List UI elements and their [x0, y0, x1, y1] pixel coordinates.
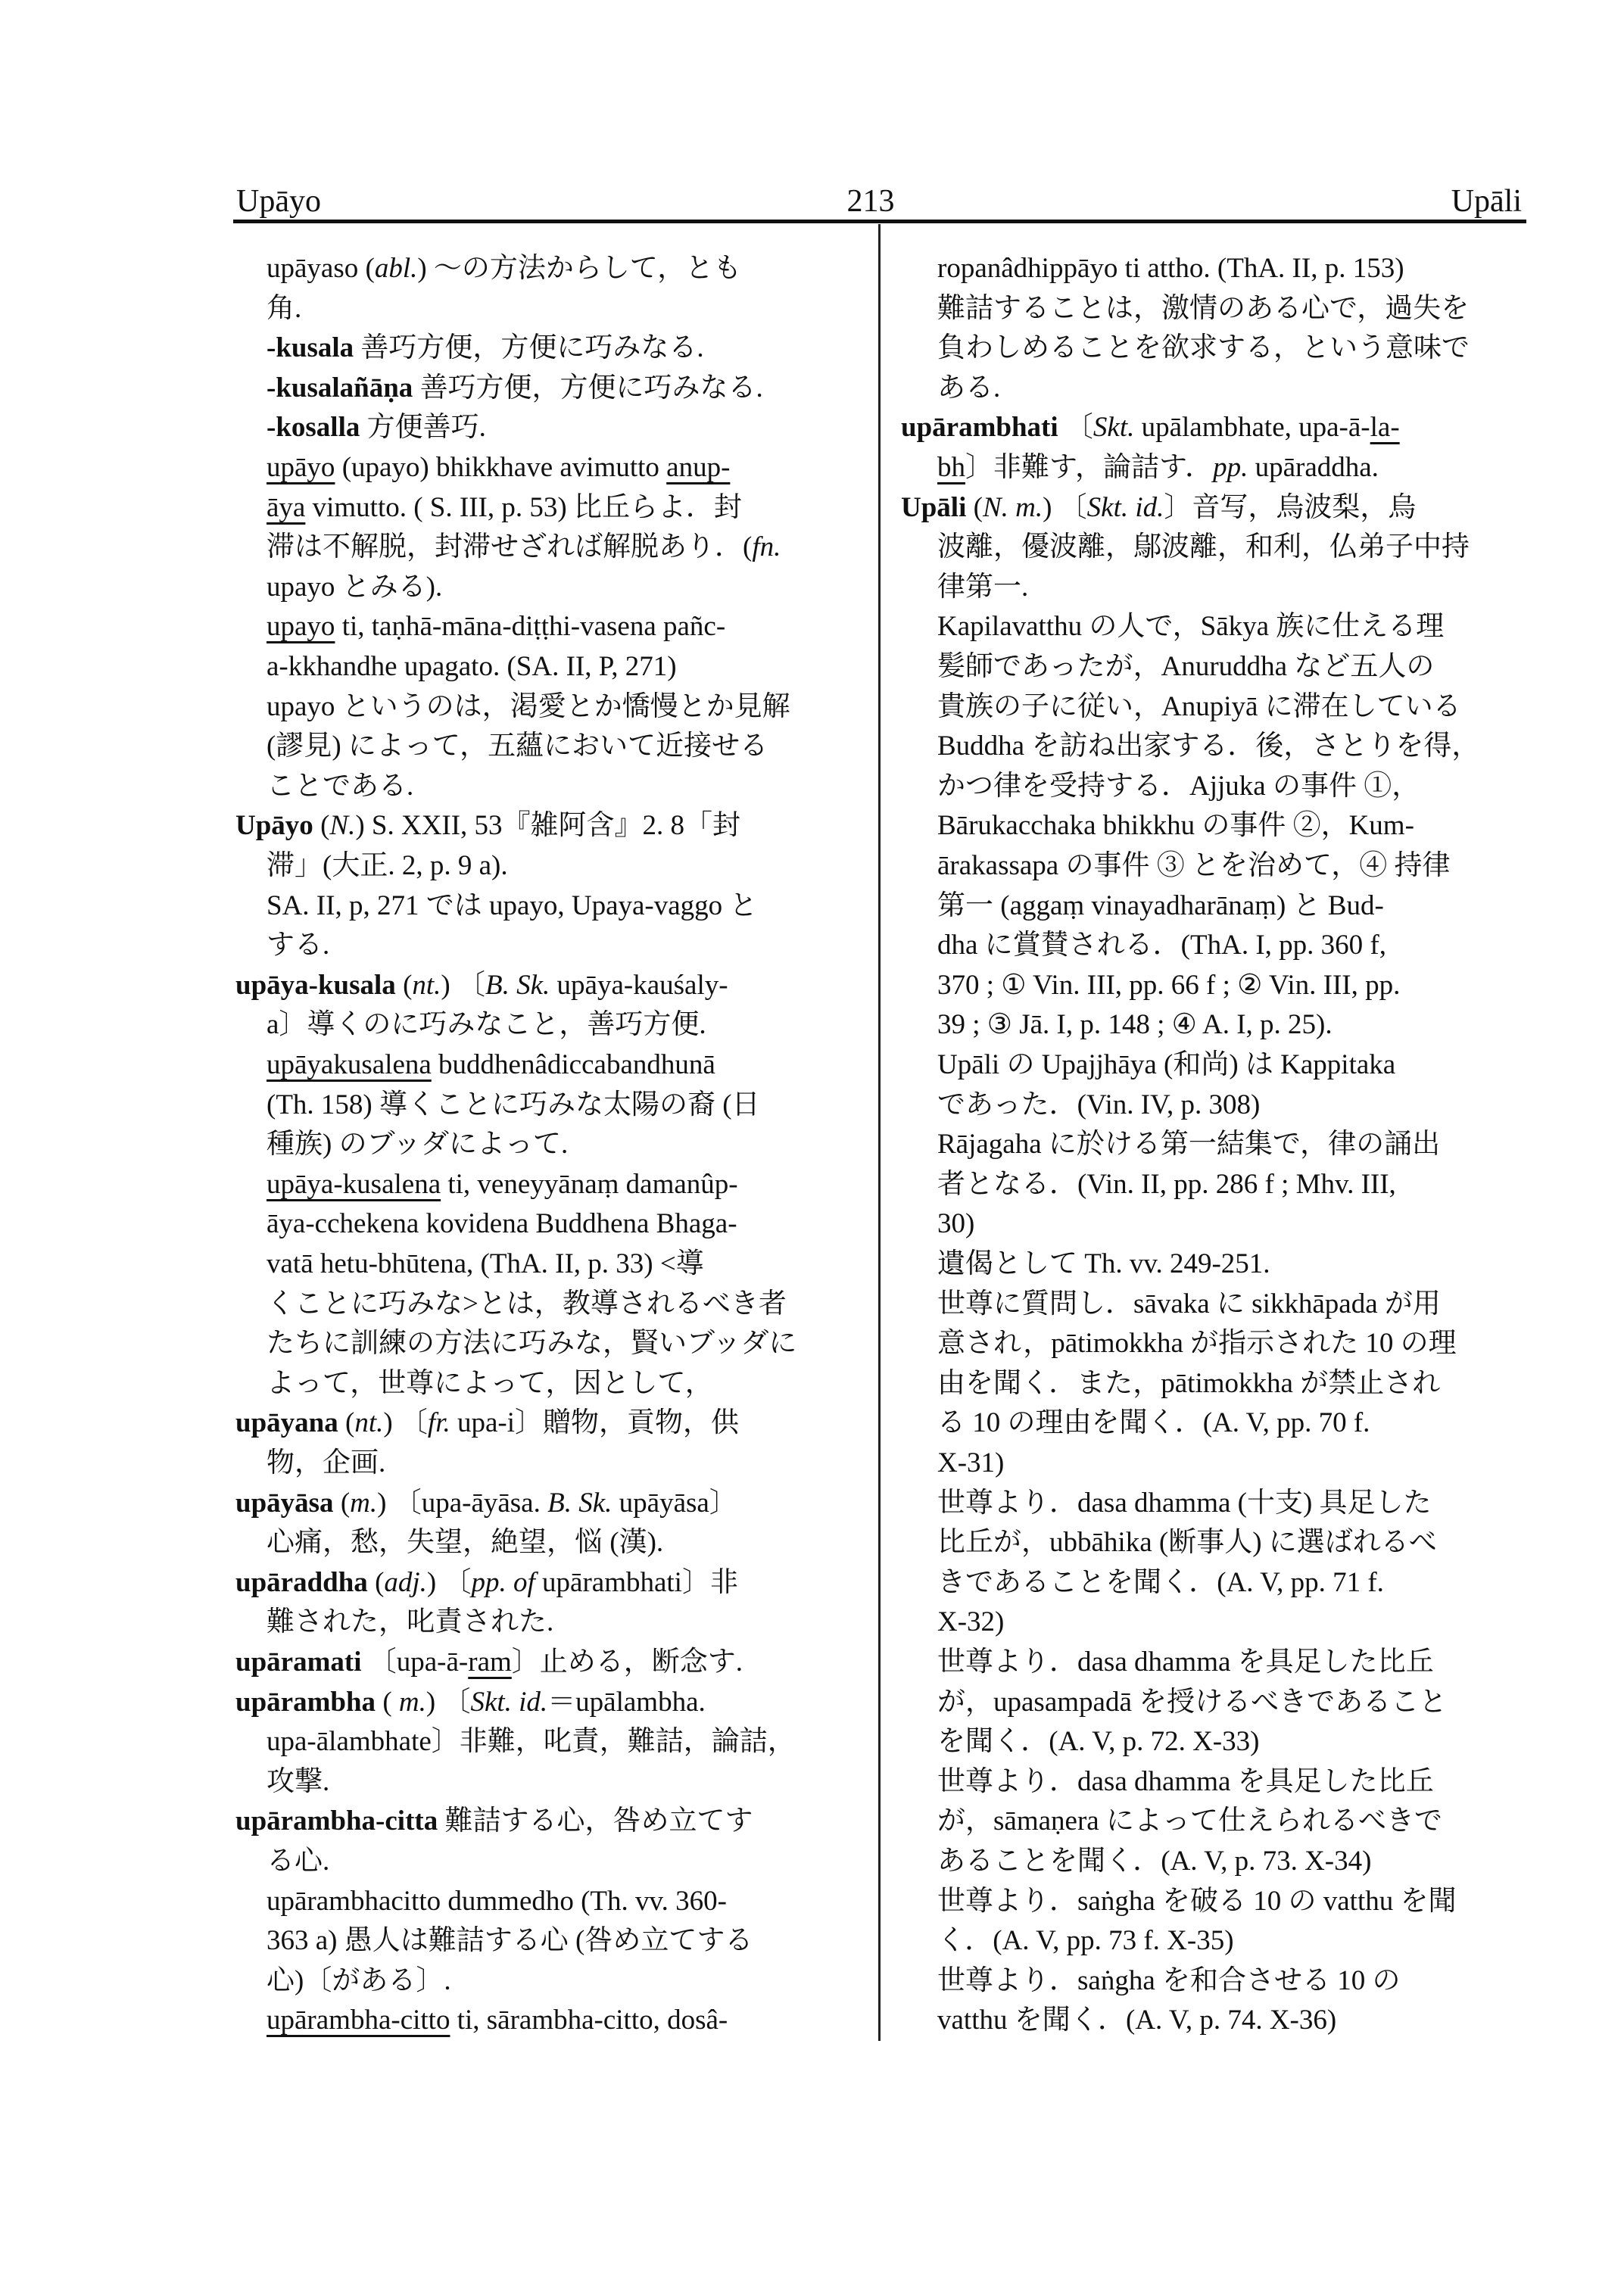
entry-text-line: [267, 727, 768, 766]
underlined-term: upāyakusalena: [267, 1049, 432, 1080]
text-segment: (: [338, 1407, 355, 1439]
entry-text-line: [267, 1005, 706, 1045]
entry-text-line: [267, 767, 413, 806]
text-segment: buddhenâdiccabandhunā: [431, 1049, 715, 1080]
entry-text-line: [267, 1086, 760, 1125]
text-segment: る心.: [267, 1846, 330, 1877]
entry-text-line: [267, 1324, 796, 1363]
entry-text-line: [937, 926, 1386, 965]
entry-text-line: [267, 1165, 738, 1204]
text-segment: を聞く．(A. V, p. 72. X-33): [937, 1726, 1260, 1758]
text-segment: (: [367, 1566, 385, 1598]
text-segment: が，upasampadā を授けるべきであること: [937, 1686, 1448, 1718]
underlined-term: upāya-kusalena: [267, 1168, 441, 1200]
text-segment: upārambhacitto dummedho (Th. vv. 360-: [267, 1885, 727, 1917]
text-segment: vatthu を聞く．(A. V, p. 74. X-36): [937, 2005, 1337, 2036]
text-segment: 意され，pātimokkha が指示された 10 の理: [937, 1328, 1457, 1360]
text-segment: 者となる．(Vin. II, pp. 286 f ; Mhv. III,: [937, 1168, 1396, 1200]
text-segment: 370 ; ① Vin. III, pp. 66 f ; ② Vin. III, pp.: [937, 969, 1401, 1001]
headword: upārambha-citta: [235, 1805, 438, 1837]
text-segment: X-32): [937, 1606, 1005, 1638]
text-segment: ti, taṇhā-māna-diṭṭhi-vasena pañc-: [335, 611, 726, 643]
text-segment: であった．(Vin. IV, p. 308): [937, 1089, 1261, 1120]
grammar-abbrev: nt.: [412, 969, 441, 1001]
underlined-term: la-: [1370, 412, 1400, 444]
headword: -kosalla: [267, 412, 360, 444]
entry-text-line: [267, 1364, 713, 1404]
entry-text-line: [267, 329, 704, 368]
grammar-abbrev: N. m.: [982, 491, 1043, 523]
entry-headline: [235, 966, 728, 1005]
text-segment: 世尊より．dasa dhamma を具足した比丘: [937, 1765, 1434, 1797]
entry-text-line: [937, 568, 1028, 607]
text-segment: upārambhati〕非: [535, 1566, 738, 1598]
text-segment: 比丘が，ubbāhika (断事人) に選ばれるべ: [937, 1527, 1437, 1559]
text-segment: 〕止める，断念す.: [511, 1647, 743, 1678]
grammar-abbrev: fr.: [427, 1407, 450, 1439]
text-segment: 世尊より．dasa dhamma (十支) 具足した: [937, 1487, 1432, 1519]
text-segment: 心)〔がある〕.: [267, 1964, 451, 1996]
entry-text-line: [937, 249, 1404, 288]
text-segment: upāyāsa〕: [612, 1487, 737, 1519]
entry-headline: [901, 488, 1416, 528]
text-segment: 難された，叱責された.: [267, 1606, 554, 1638]
text-segment: (upayo) bhikkhave avimutto: [335, 452, 667, 483]
entry-text-line: [937, 1404, 1370, 1443]
text-segment: vatā hetu-bhūtena, (ThA. II, p. 33) <導: [267, 1248, 704, 1279]
entry-text-line: [937, 1802, 1442, 1841]
text-segment: 善巧方便，方便に巧みなる.: [413, 372, 763, 403]
entry-text-line: [937, 1204, 974, 1244]
grammar-abbrev: B. Sk.: [547, 1487, 613, 1519]
entry-text-line: [937, 1364, 1440, 1404]
entry-text-line: [937, 767, 1420, 806]
text-segment: 〕音写，烏波梨，烏: [1164, 491, 1417, 523]
text-segment: 難詰する心，咎め立てす: [438, 1805, 753, 1837]
entry-text-line: [937, 1961, 1401, 2001]
grammar-abbrev: Skt. id.: [1086, 491, 1164, 523]
text-segment: (: [313, 810, 330, 842]
entry-text-line: [937, 1005, 1333, 1045]
headword: upārambhati: [901, 412, 1058, 444]
text-segment: ある.: [937, 372, 1001, 403]
entry-text-line: [267, 1722, 796, 1762]
entry-text-line: [937, 846, 1451, 886]
text-segment: (: [395, 969, 413, 1001]
text-segment: ) ～の方法からして，とも: [417, 253, 742, 284]
header-rule: [233, 220, 1526, 223]
entry-text-line: [937, 806, 1414, 846]
page-number: 213: [846, 184, 895, 219]
entry-text-line: [937, 528, 1470, 567]
entry-text-line: [937, 1603, 1004, 1642]
entry-text-line: [267, 1842, 329, 1881]
text-segment: āya-cchekena kovidena Buddhena Bhaga-: [267, 1208, 737, 1240]
text-segment: 方便善巧.: [360, 412, 486, 444]
text-segment: きであることを聞く．(A. V, pp. 71 f.: [937, 1566, 1384, 1598]
text-segment: 由を聞く．また，pātimokkha が禁止され: [937, 1367, 1441, 1399]
text-segment: 貴族の子に従い，Anupiyā に滞在している: [937, 690, 1461, 722]
text-segment: vimutto. ( S. III, p. 53) 比丘らよ．封: [305, 491, 742, 523]
headword: upāya-kusala: [235, 969, 396, 1001]
headword: Upāli: [901, 491, 967, 523]
entry-text-line: [937, 1722, 1259, 1762]
text-segment: 難詰することは，激情のある心で，過失を: [937, 292, 1470, 324]
entry-text-line: [267, 1285, 787, 1324]
grammar-abbrev: N.: [329, 810, 356, 842]
text-segment: 滞」(大正. 2, p. 9 a).: [267, 850, 508, 881]
text-segment: かつ律を受持する．Ajjuka の事件 ①，: [937, 770, 1420, 802]
entry-text-line: [937, 1444, 1004, 1483]
text-segment: SA. II, p, 271 では upayo, Upaya-vaggo と: [267, 889, 758, 921]
text-segment: upayo というのは，渇愛とか憍慢とか見解: [267, 690, 790, 722]
text-segment: (Th. 158) 導くことに巧みな太陽の裔 (日: [267, 1089, 760, 1120]
entry-text-line: [267, 1603, 553, 1642]
text-segment: Upāli の Upajjhāya (和尚) は Kappitaka: [937, 1049, 1396, 1080]
entry-text-line: [267, 926, 329, 965]
entry-headline: [235, 1683, 706, 1722]
headword: upāraddha: [235, 1566, 368, 1598]
text-segment: upa-i〕贈物，貢物，供: [450, 1407, 740, 1439]
entry-text-line: [267, 647, 677, 687]
text-segment: ) 〔: [1043, 491, 1087, 523]
text-segment: ことである.: [267, 770, 414, 802]
headword: upāyāsa: [235, 1487, 334, 1519]
entry-headline: [235, 1802, 753, 1841]
text-segment: Buddha を訪ね出家する．後，さとりを得，: [937, 731, 1480, 762]
entry-text-line: [267, 1045, 715, 1085]
text-segment: く．(A. V, pp. 73 f. X-35): [937, 1925, 1234, 1957]
entry-text-line: [937, 2001, 1336, 2040]
entry-text-line: [267, 2001, 728, 2040]
text-segment: upāyaso (: [267, 253, 375, 284]
headword: upāramati: [235, 1647, 362, 1678]
entry-text-line: [267, 607, 725, 646]
entry-headline: [235, 1484, 737, 1523]
entry-text-line: [267, 846, 508, 886]
headword: Upāyo: [235, 810, 313, 842]
grammar-abbrev: Skt. id.: [470, 1686, 548, 1718]
entry-text-line: [267, 289, 301, 329]
entry-text-line: [937, 966, 1400, 1005]
entry-text-line: [937, 329, 1470, 368]
text-segment: 善巧方便，方便に巧みなる.: [354, 332, 704, 364]
grammar-abbrev: Skt.: [1093, 412, 1135, 444]
underlined-term: upārambha-citto: [267, 2005, 450, 2036]
text-segment: が，sāmaṇera によって仕えられるべきで: [937, 1805, 1442, 1837]
entry-text-line: [267, 528, 781, 567]
entry-text-line: [267, 1921, 753, 1961]
text-segment: 〕非難す，論詰す．: [965, 452, 1214, 483]
text-segment: 物，企画.: [267, 1447, 386, 1478]
entry-text-line: [267, 448, 730, 488]
underlined-term: upāyo: [267, 452, 335, 483]
entry-headline: [235, 806, 740, 846]
text-segment: る 10 の理由を聞く．(A. V, pp. 70 f.: [937, 1407, 1370, 1439]
grammar-abbrev: pp.: [1213, 452, 1248, 483]
grammar-abbrev: m.: [398, 1686, 426, 1718]
text-segment: 髪師であったが，Anuruddha など五人の: [937, 651, 1435, 682]
entry-text-line: [267, 1882, 727, 1921]
grammar-abbrev: adj.: [384, 1566, 427, 1598]
running-head-last-entry: Upāli: [1451, 184, 1522, 219]
text-segment: Bārukacchaka bhikkhu の事件 ②，Kum-: [937, 810, 1414, 842]
grammar-abbrev: nt.: [354, 1407, 384, 1439]
entry-text-line: [937, 886, 1384, 926]
text-segment: X-31): [937, 1447, 1005, 1478]
entry-text-line: [937, 1125, 1440, 1164]
grammar-abbrev: m.: [350, 1487, 378, 1519]
text-segment: 世尊より．saṅgha を和合させる 10 の: [937, 1964, 1401, 1996]
grammar-abbrev: fn.: [752, 531, 781, 563]
entry-text-line: [937, 1762, 1434, 1802]
entry-text-line: [937, 1245, 1270, 1284]
headword: upāyana: [235, 1407, 338, 1439]
text-segment: dha に賞賛される．(ThA. I, pp. 360 f,: [937, 930, 1386, 961]
text-segment: 負わしめることを欲求する，という意味で: [937, 332, 1470, 364]
entry-text-line: [937, 1484, 1432, 1523]
entry-text-line: [267, 1204, 737, 1244]
entry-text-line: [937, 1842, 1371, 1881]
text-segment: a-kkhandhe upagato. (SA. II, P, 271): [267, 651, 677, 682]
text-segment: ＝upālambha.: [547, 1686, 706, 1718]
text-segment: ) 〔: [383, 1407, 428, 1439]
headword: -kusalañāṇa: [267, 372, 413, 403]
text-segment: くことに巧みな>とは，教導されるべき者: [267, 1288, 787, 1319]
text-segment: 〔upa-ā-: [361, 1647, 469, 1678]
text-segment: (: [966, 491, 983, 523]
entry-text-line: [937, 1045, 1395, 1085]
entry-text-line: [267, 249, 741, 288]
entry-headline: [235, 1643, 743, 1682]
text-segment: あることを聞く．(A. V, p. 73. X-34): [937, 1846, 1372, 1877]
entry-text-line: [937, 1683, 1447, 1722]
entry-text-line: [937, 647, 1434, 687]
text-segment: たちに訓練の方法に巧みな，賢いブッダに: [267, 1328, 797, 1360]
running-head-first-entry: Upāyo: [236, 184, 321, 219]
entry-text-line: [937, 1324, 1457, 1363]
text-segment: ) 〔: [425, 1686, 471, 1718]
entry-text-line: [937, 1086, 1260, 1125]
entry-text-line: [937, 369, 1000, 408]
entry-text-line: [937, 1285, 1441, 1324]
text-segment: upāya-kauśaly-: [550, 969, 728, 1001]
text-segment: 363 a) 愚人は難詰する心 (咎め立てする: [267, 1925, 753, 1957]
text-segment: ) S. XXII, 53『雑阿含』2. 8「封: [355, 810, 741, 842]
text-segment: 波離，優波離，鄔波離，和利，仏弟子中持: [937, 531, 1470, 563]
text-segment: upa-ālambhate〕非難，叱責，難詰，論詰，: [267, 1726, 796, 1758]
entry-text-line: [267, 1245, 704, 1284]
entry-text-line: [267, 369, 763, 408]
text-segment: (: [333, 1487, 351, 1519]
entry-headline: [235, 1563, 738, 1603]
column-divider: [878, 224, 881, 2041]
text-segment: ) 〔: [441, 969, 485, 1001]
text-segment: ) 〔: [426, 1566, 472, 1598]
text-segment: 39 ; ③ Jā. I, p. 148 ; ④ A. I, p. 25).: [937, 1009, 1333, 1041]
entry-text-line: [937, 1523, 1437, 1562]
text-segment: (: [376, 1686, 399, 1718]
entry-text-line: [267, 1444, 385, 1483]
entry-text-line: [267, 886, 757, 926]
entry-text-line: [937, 1882, 1456, 1921]
text-segment: ti, veneyyānaṃ damanûp-: [441, 1168, 738, 1200]
entry-text-line: [937, 687, 1461, 727]
text-segment: Kapilavatthu の人で，Sākya 族に仕える理: [937, 611, 1445, 643]
text-segment: 攻撃.: [267, 1765, 330, 1797]
text-segment: 滞は不解脱，封滞せざれば解脱あり．(: [267, 531, 753, 563]
entry-headline: [235, 1404, 739, 1443]
entry-text-line: [937, 1563, 1384, 1603]
text-segment: (謬見) によって，五蘊において近接せる: [267, 731, 768, 762]
text-segment: upāraddha.: [1248, 452, 1379, 483]
text-segment: 遺偈として Th. vv. 249-251.: [937, 1248, 1270, 1279]
text-segment: a〕導くのに巧みなこと，善巧方便.: [267, 1009, 706, 1041]
text-segment: ropanâdhippāyo ti attho. (ThA. II, p. 153): [937, 253, 1404, 284]
text-segment: ārakassapa の事件 ③ とを治めて，④ 持律: [937, 850, 1451, 881]
underlined-term: anup-: [666, 452, 731, 483]
text-segment: Rājagaha に於ける第一結集で，律の誦出: [937, 1129, 1441, 1161]
grammar-abbrev: pp. of: [471, 1566, 535, 1598]
entry-text-line: [267, 1961, 451, 2001]
entry-text-line: [267, 1125, 568, 1164]
text-segment: 世尊より．dasa dhamma を具足した比丘: [937, 1647, 1434, 1678]
text-segment: する.: [267, 930, 330, 961]
entry-text-line: [937, 448, 1379, 488]
text-segment: upayo とみる).: [267, 571, 443, 603]
text-segment: ) 〔upa-āyāsa.: [377, 1487, 548, 1519]
entry-text-line: [267, 687, 790, 727]
entry-text-line: [267, 408, 486, 447]
entry-text-line: [937, 289, 1469, 329]
entry-text-line: [937, 1643, 1434, 1682]
underlined-term: bh: [937, 452, 965, 483]
underlined-term: āya: [267, 491, 306, 523]
text-segment: 角.: [267, 292, 302, 324]
entry-headline: [901, 408, 1400, 447]
headword: upārambha: [235, 1686, 376, 1718]
grammar-abbrev: B. Sk.: [485, 969, 550, 1001]
headword: -kusala: [267, 332, 354, 364]
grammar-abbrev: abl.: [374, 253, 418, 284]
underlined-term: upayo: [267, 611, 335, 643]
entry-text-line: [937, 1921, 1234, 1961]
entry-text-line: [937, 727, 1479, 766]
entry-text-line: [937, 607, 1444, 646]
text-segment: ti, sārambha-citto, dosâ-: [450, 2005, 728, 2036]
text-segment: 世尊に質問し．sāvaka に sikkhāpada が用: [937, 1288, 1441, 1319]
entry-text-line: [267, 1523, 663, 1562]
text-segment: 律第一.: [937, 571, 1029, 603]
text-segment: よって，世尊によって，因として，: [267, 1367, 713, 1399]
text-segment: 種族) のブッダによって.: [267, 1129, 569, 1161]
text-segment: 心痛，愁，失望，絶望，悩 (漢).: [267, 1527, 664, 1559]
text-segment: 第一 (aggaṃ vinayadharānaṃ) と Bud-: [937, 889, 1384, 921]
text-segment: 世尊より．saṅgha を破る 10 の vatthu を聞: [937, 1885, 1457, 1917]
entry-text-line: [267, 1762, 329, 1802]
entry-text-line: [267, 568, 442, 607]
text-segment: 30): [937, 1208, 975, 1240]
text-segment: 〔: [1058, 412, 1093, 444]
entry-text-line: [267, 488, 742, 528]
text-segment: upālambhate, upa-ā-: [1134, 412, 1370, 444]
underlined-term: ram: [468, 1647, 512, 1678]
entry-text-line: [937, 1165, 1396, 1204]
